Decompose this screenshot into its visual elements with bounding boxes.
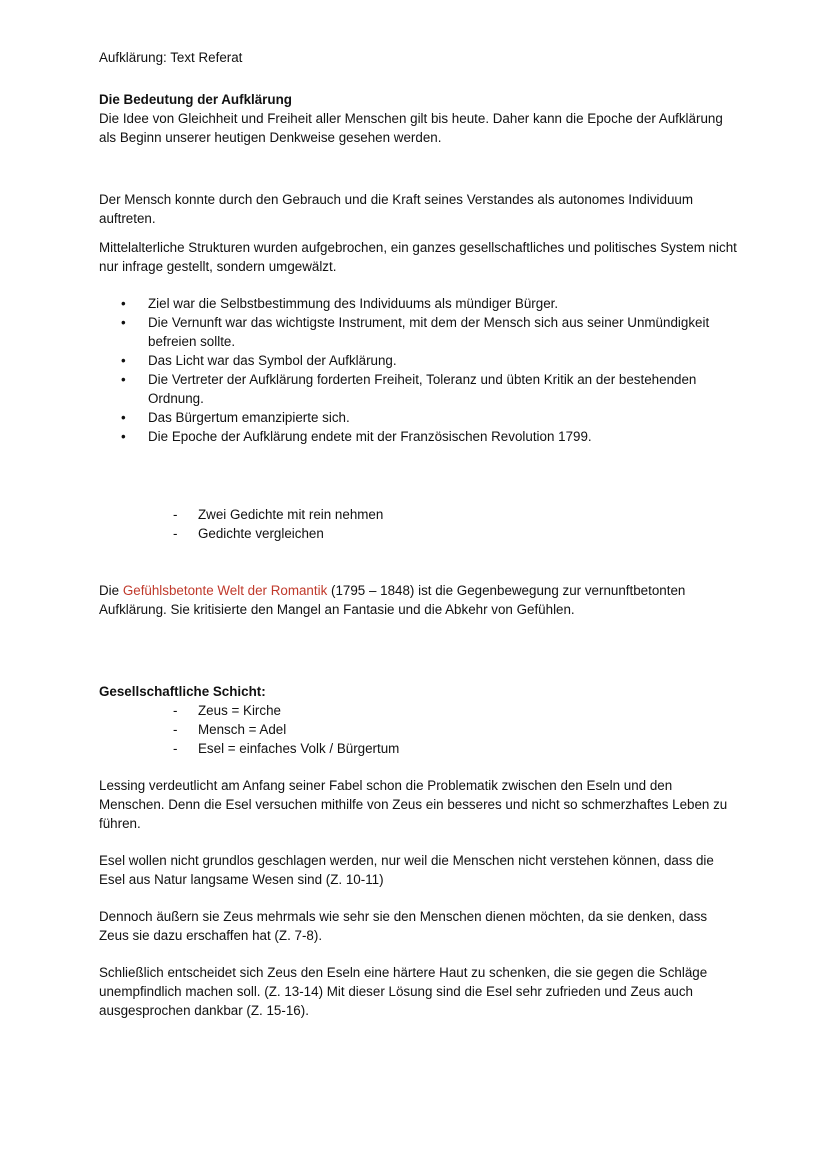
list-item: • Ziel war die Selbstbestimmung des Individuums als mündiger Bürger. [99,294,739,313]
section-heading-schicht: Gesellschaftliche Schicht: [99,684,266,699]
list-item: • Die Epoche der Aufklärung endete mit der Französischen Revolution 1799. [99,427,739,446]
dash-list [99,505,739,543]
dash-list [99,701,739,758]
paragraph: Der Mensch konnte durch den Gebrauch und die Kraft seines Verstandes als autonomes Individuum auftreten. [99,192,693,226]
paragraph: Mittelalterliche Strukturen wurden aufgebrochen, ein ganzes gesellschaftliches und politisches System nicht nur infrage gestellt, sondern umgewälzt. [99,240,737,274]
list-item: - Zeus = Kirche [99,701,739,720]
romantik-prefix: Die [99,583,123,598]
bullet-list [99,294,739,446]
document-title: Aufklärung: Text Referat [99,50,243,65]
paragraph: Dennoch äußern sie Zeus mehrmals wie sehr sie den Menschen dienen möchten, da sie denken, dass Zeus sie dazu erschaffen hat (Z. 7-8). [99,909,708,943]
list-item: - Esel = einfaches Volk / Bürgertum [99,739,739,758]
list-item: - Zwei Gedichte mit rein nehmen [99,505,739,524]
list-item: - Mensch = Adel [99,720,739,739]
list-item: • Die Vernunft war das wichtigste Instrument, mit dem der Mensch sich aus seiner Unmündigkeit befreien sollte. [99,313,739,351]
paragraph: Schließlich entscheidet sich Zeus den Eseln eine härtere Haut zu schenken, die sie gegen die Schläge unempfindlich machen soll. (Z. 13-14) Mit dieser Lösung sind die Esel sehr zufrieden und Zeus auch ausgesprochen dankbar (Z. 15-16). [99,965,708,1018]
romantik-highlight: Gefühlsbetonte Welt der Romantik [122,583,328,598]
list-item: • Die Vertreter der Aufklärung forderten Freiheit, Toleranz und übten Kritik an der bestehenden Ordnung. [99,370,739,408]
paragraph: Lessing verdeutlicht am Anfang seiner Fabel schon die Problematik zwischen den Eseln und den Menschen. Denn die Esel versuchen mithilfe von Zeus ein besseres und nicht so schmerzhaftes Leben zu führen. [99,778,728,831]
romantik-suffix: (1795 – 1848) ist die Gegenbewegung zur vernunftbetonten Aufklärung. Sie kritisierte den Mangel an Fantasie und die Abkehr von Gefühlen. [99,583,686,617]
paragraph: Die Idee von Gleichheit und Freiheit aller Menschen gilt bis heute. Daher kann die Epoche der Aufklärung als Beginn unserer heutigen Denkweise gesehen werden. [99,111,723,145]
list-item: • Das Licht war das Symbol der Aufklärung. [99,351,739,370]
document-page [99,48,739,1020]
romantik-paragraph [99,581,739,619]
list-item: • Das Bürgertum emanzipierte sich. [99,408,739,427]
section-heading-bedeutung: Die Bedeutung der Aufklärung [99,92,292,107]
list-item: - Gedichte vergleichen [99,524,739,543]
paragraph: Esel wollen nicht grundlos geschlagen werden, nur weil die Menschen nicht verstehen können, dass die Esel aus Natur langsame Wesen sind (Z. 10-11) [99,853,714,887]
